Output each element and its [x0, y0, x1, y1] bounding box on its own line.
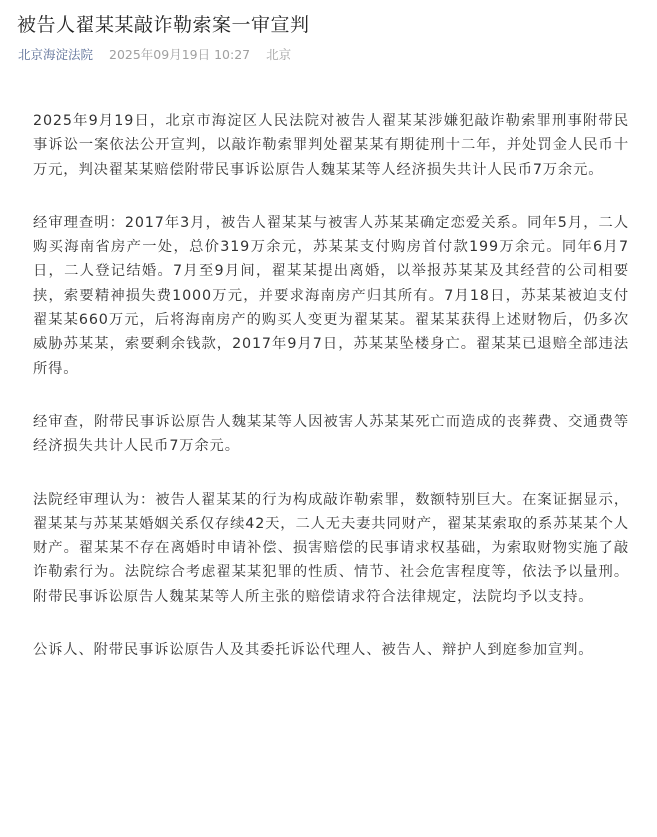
publish-location: 北京 [266, 47, 292, 62]
paragraph-facts: 经审理查明：2017年3月，被告人翟某某与被害人苏某某确定恋爱关系。同年5月，二人购买海南省房产一处，总价319万余元，苏某某支付购房首付款199万余元。同年6月7日，二人登记结婚。7月至9月间，翟某某提出离婚，以举报苏某某及其经营的公司相要挟，索要精神损失费1000万元，并要求海南房产归其所有。7月18日，苏某某被迫支付翟某某660万元，后将海南房产的购买人变更为翟某某。翟某某获得上述财物后，仍多次威胁苏某某，索要剩余钱款，2017年9月7日，苏某某坠楼身亡。翟某某已退赔全部违法所得。 [33, 214, 629, 377]
article-meta [18, 45, 291, 63]
article-body [33, 109, 629, 662]
paragraph-verdict: 2025年9月19日，北京市海淀区人民法院对被告人翟某某涉嫌犯敲诈勒索罪刑事附带民事诉讼一案依法公开宣判，以敲诈勒索罪判处翟某某有期徒刑十二年，并处罚金人民币十万元，判决翟某某赔偿附带民事诉讼原告人魏某某等人经济损失共计人民币7万余元。 [33, 113, 629, 178]
account-name-link[interactable]: 北京海淀法院 [18, 47, 94, 62]
paragraph-court-opinion: 法院经审理认为：被告人翟某某的行为构成敲诈勒索罪，数额特别巨大。在案证据显示，翟某某与苏某某婚姻关系仅存续42天，二人无夫妻共同财产，翟某某索取的系苏某某个人财产。翟某某不存在离婚时申请补偿、损害赔偿的民事请求权基础，为索取财物实施了敲诈勒索行为。法院综合考虑翟某某犯罪的性质、情节、社会危害程度等，依法予以量刑。附带民事诉讼原告人魏某某等人所主张的赔偿请求符合法律规定，法院均予以支持。 [33, 491, 629, 605]
paragraph-attendance: 公诉人、附带民事诉讼原告人及其委托诉讼代理人、被告人、辩护人到庭参加宣判。 [33, 642, 594, 659]
paragraph-civil-claim: 经审查，附带民事诉讼原告人魏某某等人因被害人苏某某死亡而造成的丧葬费、交通费等经济损失共计人民币7万余元。 [33, 413, 629, 455]
article-title: 被告人翟某某敲诈勒索案一审宣判 [17, 14, 310, 36]
publish-datetime: 2025年09月19日 10:27 [109, 47, 251, 62]
